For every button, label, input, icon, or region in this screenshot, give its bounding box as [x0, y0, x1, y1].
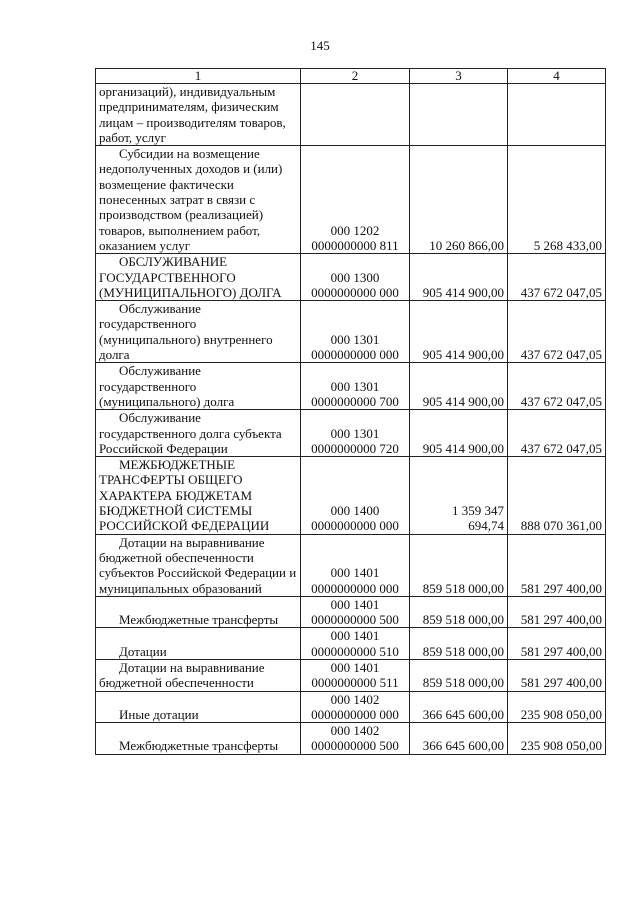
row-code-target: 0000000000 000 — [311, 580, 399, 596]
row-code-target: 0000000000 811 — [311, 237, 399, 253]
row-name-cell — [96, 410, 301, 457]
row-value-planned: 859 518 000,00 — [422, 675, 504, 691]
row-code-cell — [301, 410, 410, 457]
row-name: организаций), индивидуальным предпринимателям, физическим лицам – производителям товаров, работ, услуг — [99, 84, 286, 145]
row-code-section: 000 1301 — [330, 331, 380, 347]
table-row — [96, 723, 606, 755]
row-value-actual-cell — [508, 534, 606, 596]
row-value-actual: 437 672 047,05 — [520, 284, 602, 300]
table-row — [96, 596, 606, 628]
row-name: ОБСЛУЖИВАНИЕ ГОСУДАРСТВЕННОГО (МУНИЦИПАЛЬНОГО) ДОЛГА — [99, 254, 282, 300]
row-value-actual: 437 672 047,05 — [520, 440, 602, 456]
row-value-planned-cell — [410, 254, 508, 301]
row-code-section: 000 1401 — [330, 659, 380, 675]
row-value-actual-cell — [508, 410, 606, 457]
budget-table-body — [96, 69, 606, 755]
row-name-cell — [96, 534, 301, 596]
table-row — [96, 628, 606, 660]
row-name: Иные дотации — [119, 706, 199, 722]
row-code-target: 0000000000 510 — [311, 643, 399, 659]
row-name: Обслуживание государственного (муниципального) долга — [99, 363, 235, 409]
row-value-planned-cell — [410, 596, 508, 628]
row-value-planned: 859 518 000,00 — [422, 612, 504, 628]
row-code-cell — [301, 659, 410, 691]
row-code-cell — [301, 146, 410, 254]
row-value-planned-cell — [410, 691, 508, 723]
row-value-planned-cell — [410, 410, 508, 457]
row-code-section: 000 1301 — [330, 378, 380, 394]
row-name-cell — [96, 659, 301, 691]
row-value-actual-cell — [508, 659, 606, 691]
row-code-section: 000 1402 — [330, 691, 380, 707]
table-row — [96, 457, 606, 534]
table-row — [96, 691, 606, 723]
row-name-cell — [96, 596, 301, 628]
row-code-target: 0000000000 700 — [311, 393, 399, 409]
row-code-target: 0000000000 500 — [311, 612, 399, 628]
table-row — [96, 254, 606, 301]
row-value-planned: 905 414 900,00 — [422, 440, 504, 456]
row-value-planned: 859 518 000,00 — [422, 580, 504, 596]
row-value-actual-cell — [508, 628, 606, 660]
row-value-planned-cell — [410, 457, 508, 534]
row-name: Дотации на выравнивание бюджетной обеспеченности — [99, 659, 265, 691]
row-name: Межбюджетные трансферты — [119, 738, 279, 754]
row-code-cell — [301, 723, 410, 755]
row-value-planned: 905 414 900,00 — [422, 393, 504, 409]
row-name: Обслуживание государственного (муниципального) внутреннего долга — [99, 301, 273, 363]
row-code-cell — [301, 596, 410, 628]
table-row — [96, 301, 606, 363]
row-value-actual-cell — [508, 691, 606, 723]
row-code-section: 000 1401 — [330, 565, 380, 581]
row-value-planned: 859 518 000,00 — [422, 643, 504, 659]
row-code-section: 000 1301 — [330, 425, 380, 441]
row-value-actual-cell — [508, 457, 606, 534]
row-code-section: 000 1401 — [330, 628, 380, 644]
row-value-actual: 581 297 400,00 — [520, 675, 602, 691]
row-value-planned-cell — [410, 723, 508, 755]
row-value-actual: 581 297 400,00 — [520, 643, 602, 659]
row-name-cell — [96, 363, 301, 410]
row-code-cell — [301, 628, 410, 660]
table-row — [96, 146, 606, 254]
row-value-planned: 366 645 600,00 — [422, 706, 504, 722]
row-name: МЕЖБЮДЖЕТНЫЕ ТРАНСФЕРТЫ ОБЩЕГО ХАРАКТЕРА БЮДЖЕТАМ БЮДЖЕТНОЙ СИСТЕМЫ РОССИЙСКОЙ ФЕДЕРАЦИИ — [99, 457, 270, 534]
row-value-actual-cell — [508, 301, 606, 363]
row-code-target: 0000000000 511 — [311, 675, 399, 691]
row-code-target: 0000000000 000 — [311, 284, 399, 300]
row-name: Субсидии на возмещение недополученных доходов и (или) возмещение фактически понесенных затрат в связи с производством (реализацией) товаров, выполнением работ, оказанием услуг — [99, 146, 283, 253]
row-name-cell — [96, 84, 301, 146]
row-value-planned-cell — [410, 659, 508, 691]
row-code-section: 000 1402 — [330, 723, 380, 739]
row-code-cell — [301, 84, 410, 146]
row-code-section: 000 1202 — [330, 222, 380, 238]
row-code-target: 0000000000 000 — [311, 347, 399, 363]
row-value-actual: 437 672 047,05 — [520, 347, 602, 363]
row-code-cell — [301, 534, 410, 596]
row-name: Дотации на выравнивание бюджетной обеспеченности субъектов Российской Федерации и муниципальных образований — [99, 534, 297, 596]
row-code-section: 000 1400 — [330, 503, 380, 519]
table-row — [96, 84, 606, 146]
row-value-actual-cell — [508, 254, 606, 301]
row-value-planned-part1: 1 359 347 — [452, 503, 504, 519]
header-row — [96, 69, 606, 84]
row-name: Обслуживание государственного долга субъекта Российской Федерации — [99, 410, 282, 456]
row-code-cell — [301, 691, 410, 723]
row-value-actual: 235 908 050,00 — [520, 738, 602, 754]
row-name-cell — [96, 457, 301, 534]
row-value-planned-cell — [410, 534, 508, 596]
header-col-3: 3 — [410, 69, 508, 84]
header-col-4: 4 — [508, 69, 606, 84]
row-value-planned: 366 645 600,00 — [422, 738, 504, 754]
row-code-cell — [301, 254, 410, 301]
row-value-actual-cell — [508, 146, 606, 254]
row-code-section: 000 1401 — [330, 596, 380, 612]
row-name-cell — [96, 691, 301, 723]
row-value-actual: 437 672 047,05 — [520, 393, 602, 409]
row-name: Дотации — [119, 643, 167, 659]
row-value-actual-cell — [508, 723, 606, 755]
table-row — [96, 363, 606, 410]
table-row — [96, 659, 606, 691]
row-name: Межбюджетные трансферты — [119, 612, 279, 628]
row-code-target: 0000000000 000 — [311, 518, 399, 534]
row-value-planned: 905 414 900,00 — [422, 347, 504, 363]
row-code-cell — [301, 301, 410, 363]
row-code-target: 0000000000 000 — [311, 706, 399, 722]
row-value-planned-cell — [410, 301, 508, 363]
row-value-actual-cell — [508, 84, 606, 146]
page-number: 145 — [310, 38, 330, 53]
row-name-cell — [96, 146, 301, 254]
budget-table — [95, 68, 606, 755]
row-value-planned-cell — [410, 84, 508, 146]
row-value-planned-cell — [410, 628, 508, 660]
row-value-actual: 5 268 433,00 — [533, 237, 602, 253]
row-value-actual: 581 297 400,00 — [520, 580, 602, 596]
table-row — [96, 534, 606, 596]
row-value-actual: 235 908 050,00 — [520, 706, 602, 722]
row-name-cell — [96, 254, 301, 301]
row-name-cell — [96, 628, 301, 660]
row-value-planned: 694,74 — [468, 518, 504, 534]
row-code-cell — [301, 457, 410, 534]
table-row — [96, 410, 606, 457]
header-col-2: 2 — [301, 69, 410, 84]
row-name-cell — [96, 723, 301, 755]
row-value-actual-cell — [508, 363, 606, 410]
row-code-target: 0000000000 720 — [311, 440, 399, 456]
row-name-cell — [96, 301, 301, 363]
row-code-section: 000 1300 — [330, 269, 380, 285]
row-value-planned-cell — [410, 146, 508, 254]
row-value-actual: 888 070 361,00 — [520, 518, 602, 534]
row-value-actual-cell — [508, 596, 606, 628]
row-value-planned-cell — [410, 363, 508, 410]
row-value-planned: 905 414 900,00 — [422, 284, 504, 300]
row-code-cell — [301, 363, 410, 410]
row-value-planned: 10 260 866,00 — [429, 237, 504, 253]
row-code-target: 0000000000 500 — [311, 738, 399, 754]
header-col-1: 1 — [96, 69, 301, 84]
row-value-actual: 581 297 400,00 — [520, 612, 602, 628]
